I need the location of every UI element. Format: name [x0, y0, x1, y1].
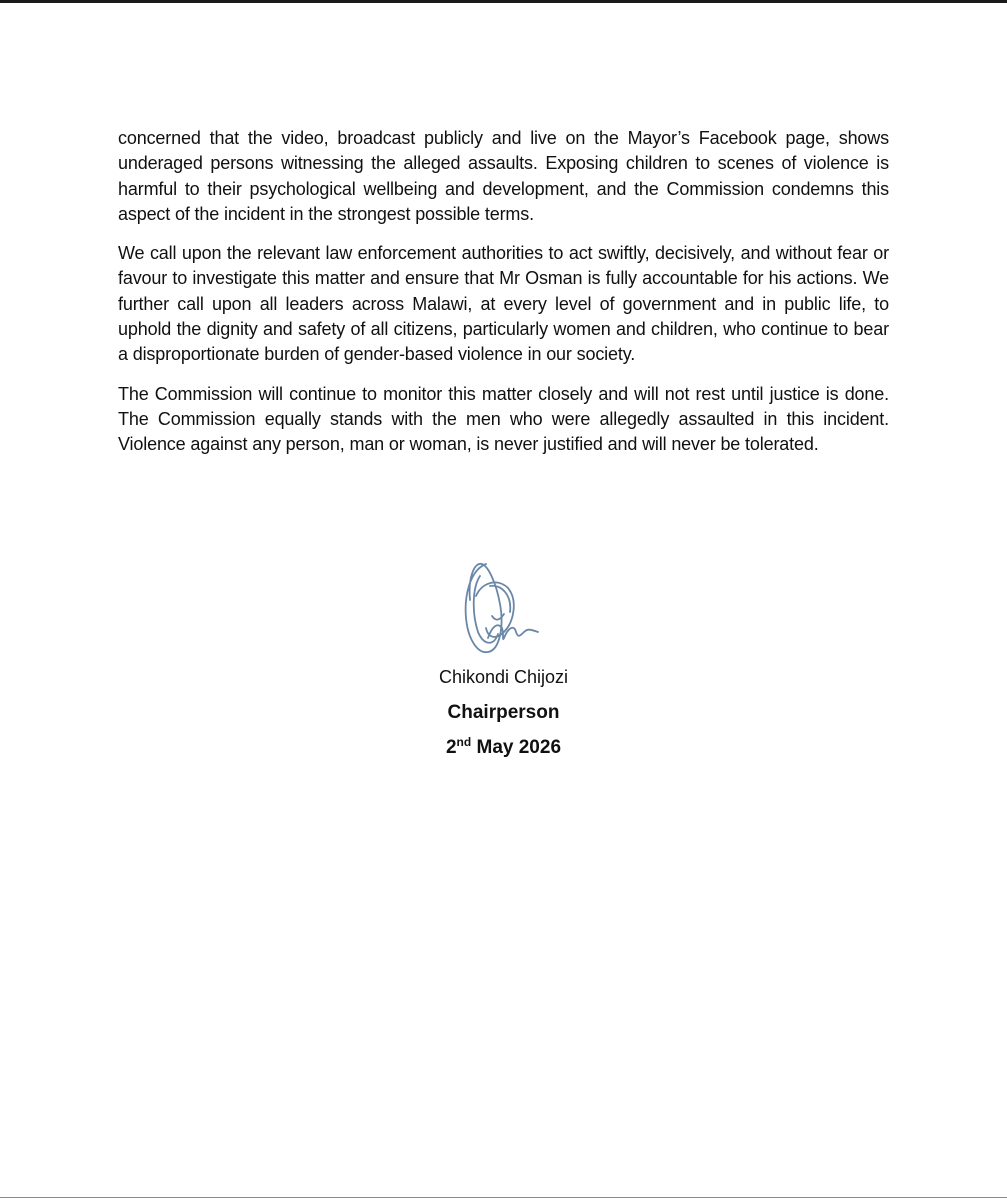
- paragraph-commission-commitment: The Commission will continue to monitor this matter closely and will not rest until justice is done. The Commission equally stands with the men who were allegedly assaulted in this incident. Violence against any person, man or woman, is never justified and will never be tolerated.: [118, 383, 889, 455]
- signatory-name: Chikondi Chijozi: [438, 667, 569, 687]
- handwritten-signature: [458, 556, 550, 660]
- top-border: [0, 0, 1007, 3]
- paragraph-children-exposure: concerned that the video, broadcast publicly and live on the Mayor’s Facebook page, shows underaged persons witnessing the alleged assaults. Exposing children to scenes of violence is harmful to their psychological wellbeing and development, and the Commission condemns this aspect of the incident in the strongest possible terms.: [118, 128, 889, 224]
- date-suffix: nd: [456, 735, 472, 749]
- paragraph-call-to-action: We call upon the relevant law enforcement authorities to act swiftly, decisively, and without fear or favour to investigate this matter and ensure that Mr Osman is fully accountable for his actions. We further call upon all leaders across Malawi, at every level of government and in public life, to uphold the dignity and safety of all citizens, particularly women and children, who continue to bear a disproportionate burden of gender-based violence in our society.: [118, 243, 889, 365]
- statement-date: [0, 736, 1007, 760]
- date-month-year: May 2026: [471, 737, 562, 758]
- date-day: 2: [445, 737, 457, 758]
- signatory-title: Chairperson: [447, 702, 560, 723]
- bottom-border: [0, 1197, 1007, 1198]
- document-body: [118, 126, 889, 472]
